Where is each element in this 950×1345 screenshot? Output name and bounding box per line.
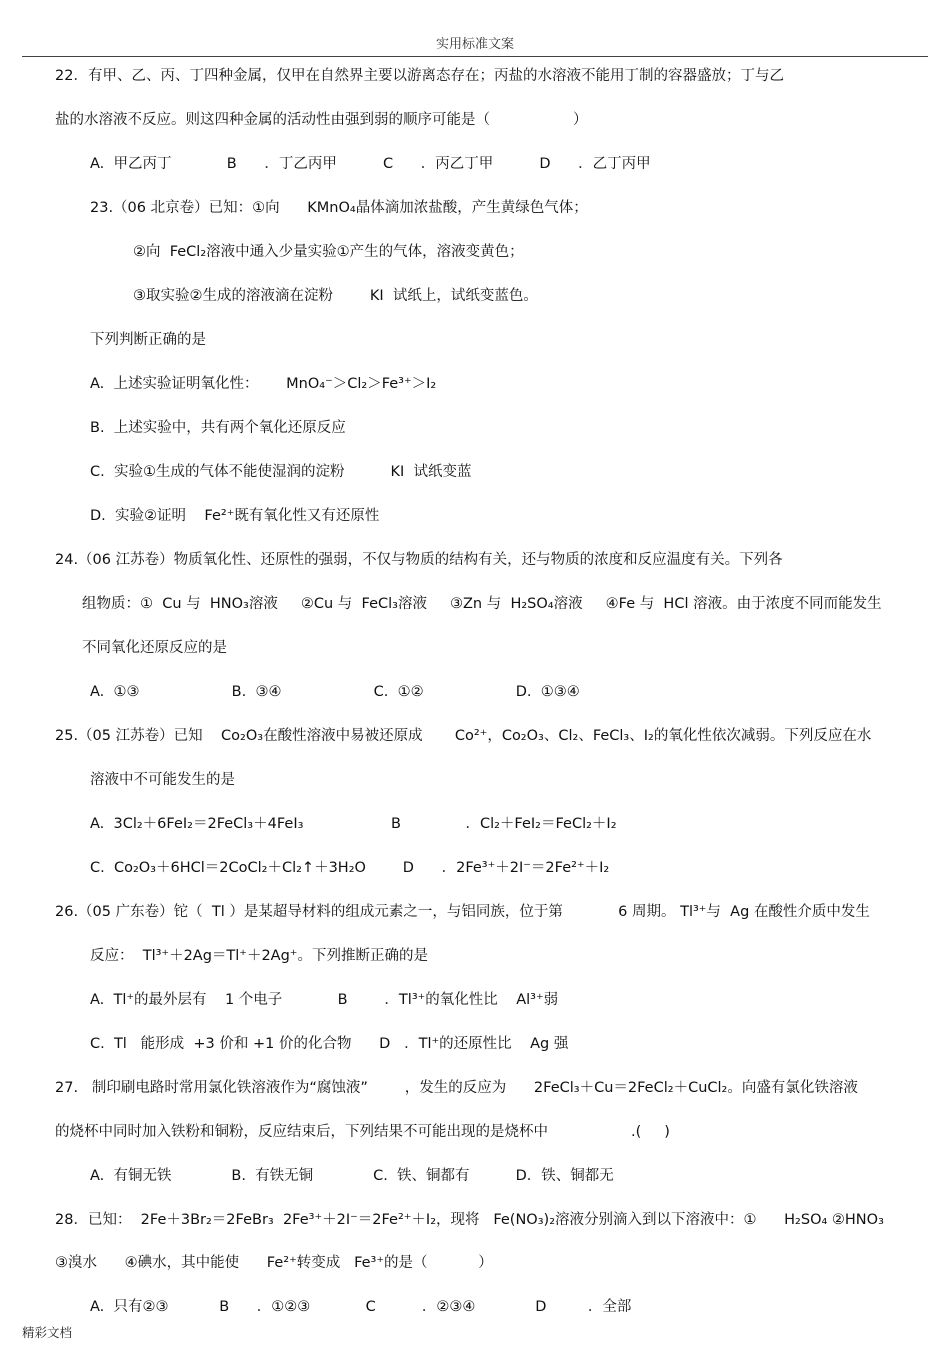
- q23-stem-line3: ③取实验②生成的溶液滴在淀粉 KI 试纸上，试纸变蓝色。: [133, 288, 538, 304]
- q22-options: A. 甲乙丙丁 B ．丁乙丙甲 C ．丙乙丁甲 D ．乙丁丙甲: [90, 156, 651, 172]
- q23-option-c: C. 实验①生成的气体不能使湿润的淀粉 KI 试纸变蓝: [90, 464, 472, 480]
- q28-stem-line1: 28．已知： 2Fe＋3Br₂＝2FeBr₃ 2Fe³⁺＋2I⁻＝2Fe²⁺＋I₂，现将 Fe(NO₃)₂溶液分别滴入到以下溶液中：① H₂SO₄ ②HNO₃: [55, 1212, 884, 1228]
- q27-stem-line2: 的烧杯中同时加入铁粉和铜粉，反应结束后，下列结果不可能出现的是烧杯中 .( ): [55, 1124, 670, 1140]
- q22-stem-line1: 22．有甲、乙、丙、丁四种金属，仅甲在自然界主要以游离态存在；丙盐的水溶液不能用丁制的容器盛放；丁与乙: [55, 68, 784, 84]
- q26-options-ab: A. Tl⁺的最外层有 1 个电子 B ．Tl³⁺的氧化性比 Al³⁺弱: [90, 992, 559, 1008]
- q23-prompt: 下列判断正确的是: [90, 332, 206, 348]
- q28-stem-line2: ③溴水 ④碘水，其中能使 Fe²⁺转变成 Fe³⁺的是（ ）: [55, 1255, 493, 1271]
- q23-option-a: A. 上述实验证明氧化性： MnO₄⁻＞Cl₂＞Fe³⁺＞I₂: [90, 376, 437, 392]
- q23-option-b: B. 上述实验中，共有两个氧化还原反应: [90, 420, 346, 436]
- q28-options: A. 只有②③ B ．①②③ C ．②③④ D ．全部: [90, 1299, 632, 1315]
- q24-options: A. ①③ B. ③④ C. ①② D. ①③④: [90, 684, 580, 700]
- q26-stem-line2: 反应： Tl³⁺＋2Ag＝Tl⁺＋2Ag⁺。下列推断正确的是: [90, 948, 428, 964]
- q24-stem-line2: 组物质：① Cu 与 HNO₃溶液 ②Cu 与 FeCl₃溶液 ③Zn 与 H₂SO₄溶液 ④Fe 与 HCl 溶液。由于浓度不同而能发生: [82, 596, 882, 612]
- q24-stem-line1: 24.（06 江苏卷）物质氧化性、还原性的强弱，不仅与物质的结构有关，还与物质的浓度和反应温度有关。下列各: [55, 552, 783, 568]
- q27-options: A. 有铜无铁 B. 有铁无铜 C. 铁、铜都有 D．铁、铜都无: [90, 1168, 614, 1184]
- page-footer: 精彩文档: [22, 1325, 73, 1340]
- header-divider: [22, 56, 928, 57]
- q25-options-ab: A. 3Cl₂＋6FeI₂＝2FeCl₃＋4FeI₃ B ．Cl₂＋FeI₂＝FeCl₂＋I₂: [90, 816, 617, 832]
- q25-stem-line1: 25.（05 江苏卷）已知 Co₂O₃在酸性溶液中易被还原成 Co²⁺，Co₂O₃、Cl₂、FeCl₃、I₂的氧化性依次减弱。下列反应在水: [55, 728, 872, 744]
- q23-stem-line1: 23.（06 北京卷）已知：①向 KMnO₄晶体滴加浓盐酸，产生黄绿色气体；: [90, 200, 588, 216]
- q23-option-d: D. 实验②证明 Fe²⁺既有氧化性又有还原性: [90, 508, 380, 524]
- page-header-title: 实用标准文案: [435, 37, 514, 52]
- q23-stem-line2: ②向 FeCl₂溶液中通入少量实验①产生的气体，溶液变黄色；: [133, 244, 524, 260]
- q25-options-cd: C. Co₂O₃＋6HCl＝2CoCl₂＋Cl₂↑＋3H₂O D ．2Fe³⁺＋2I⁻＝2Fe²⁺＋I₂: [90, 860, 610, 876]
- q27-stem-line1: 27. 制印刷电路时常用氯化铁溶液作为“腐蚀液” ，发生的反应为 2FeCl₃＋Cu＝2FeCl₂＋CuCl₂。向盛有氯化铁溶液: [55, 1080, 858, 1096]
- q26-stem-line1: 26.（05 广东卷）铊（ Tl ）是某超导材料的组成元素之一，与铝同族，位于第 6 周期。 Tl³⁺与 Ag 在酸性介质中发生: [55, 904, 870, 920]
- q25-stem-line2: 溶液中不可能发生的是: [90, 772, 235, 788]
- q24-stem-line3: 不同氧化还原反应的是: [82, 640, 227, 656]
- q22-stem-line2: 盐的水溶液不反应。则这四种金属的活动性由强到弱的顺序可能是（ ）: [55, 112, 588, 128]
- q26-options-cd: C. Tl 能形成 +3 价和 +1 价的化合物 D ．Tl⁺的还原性比 Ag 强: [90, 1036, 569, 1052]
